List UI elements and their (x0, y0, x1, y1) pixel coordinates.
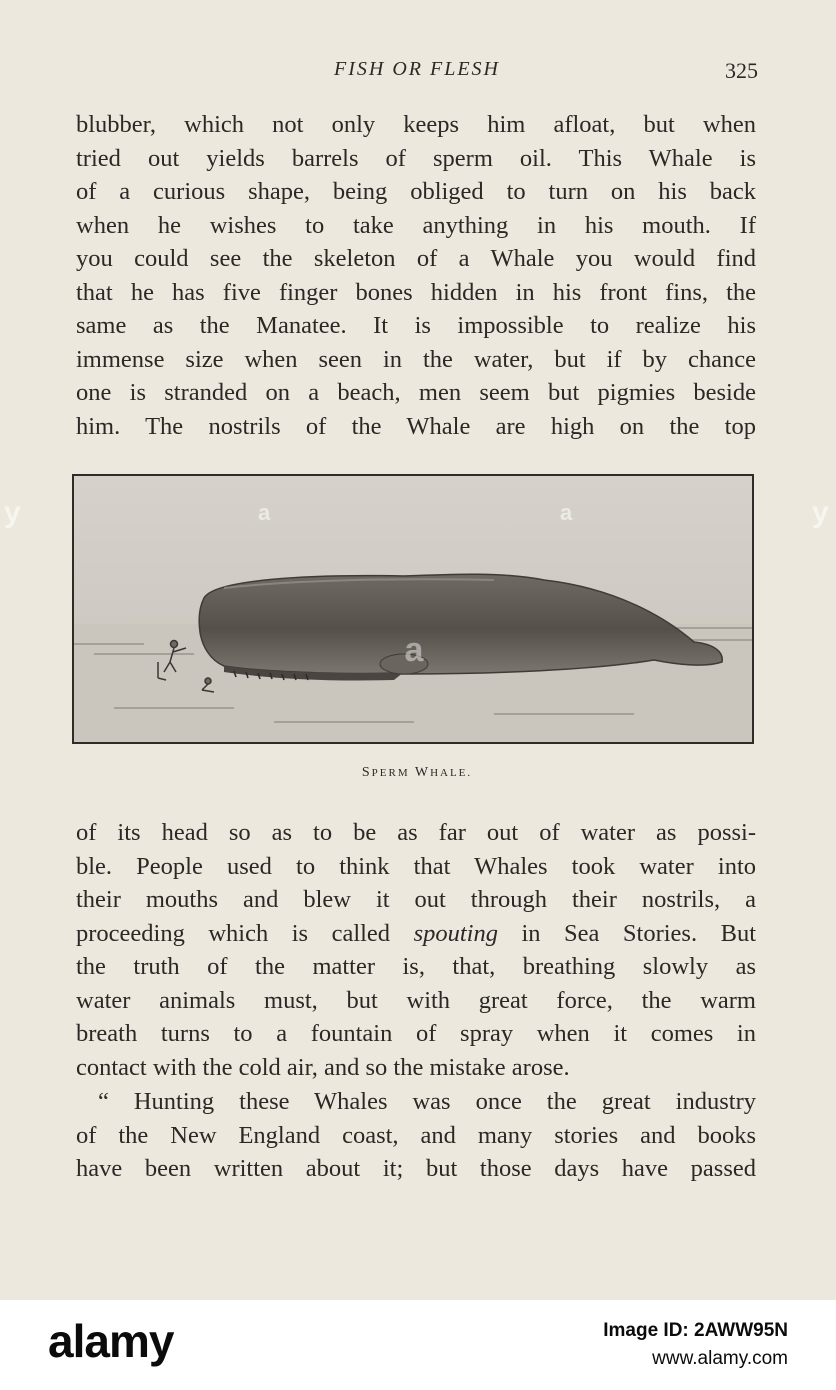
page-number: 325 (725, 58, 758, 83)
text-line: of its head so as to be as far out of water as possi- (76, 819, 756, 846)
paragraph-3 (76, 1085, 756, 1186)
text-line: contact with the cold air, and so the mistake arose. (76, 1053, 570, 1081)
alamy-logo[interactable]: alamy (48, 1315, 174, 1367)
text-line: when he wishes to take anything in his mouth. If (76, 211, 756, 239)
paragraph-1 (76, 108, 756, 443)
watermark-mark: a (560, 500, 573, 525)
text-line: immense size when seen in the water, but if by chance (76, 345, 756, 373)
running-head (76, 56, 758, 86)
text-line: water animals must, but with great force, the warm (76, 986, 756, 1014)
site-link[interactable]: www.alamy.com (652, 1348, 788, 1369)
text-line: their mouths and blew it out through their nostrils, a (76, 886, 756, 913)
whale-illustration (72, 474, 754, 744)
text-line: “ Hunting these Whales was once the great industry (98, 1088, 756, 1115)
emphasis-word: spouting (413, 919, 498, 947)
text-line: breath turns to a fountain of spray when it comes in (76, 1020, 756, 1047)
text-line: have been written about it; but those days have passed (76, 1155, 756, 1182)
text-line: of the New England coast, and many stories and books (76, 1121, 756, 1149)
image-id: Image ID: 2AWW95N (603, 1320, 788, 1341)
caption-word: PERM (371, 767, 410, 779)
text-line: ble. People used to think that Whales took water into (76, 852, 756, 880)
caption-initial: S (361, 765, 372, 780)
caption-initial: W (414, 765, 431, 780)
caption-word: HALE. (430, 767, 473, 779)
footer-bar (0, 1300, 836, 1390)
watermark-mark: y (4, 496, 21, 529)
watermark-mark: a (258, 500, 271, 525)
text-line: him. The nostrils of the Whale are high on the top (76, 412, 756, 440)
paragraph-2 (76, 816, 756, 1084)
image-info (603, 1320, 788, 1370)
watermark-mark: y (812, 496, 829, 529)
text-line: same as the Manatee. It is impossible to realize his (76, 312, 756, 339)
line-text: in Sea Stories. But (497, 919, 756, 947)
running-title: FISH OR FLESH (334, 58, 500, 80)
text-line: you could see the skeleton of a Whale you would find (76, 245, 756, 272)
text-line: tried out yields barrels of sperm oil. This Whale is (76, 144, 756, 172)
text-line: blubber, which not only keeps him afloat, but when (76, 111, 756, 138)
figure-caption (76, 765, 758, 781)
whale-picture (74, 476, 752, 742)
text-line: one is stranded on a beach, men seem but pigmies beside (76, 379, 756, 406)
text-line: of a curious shape, being obliged to turn on his back (76, 178, 756, 205)
text-line-with-emphasis (76, 917, 756, 951)
watermark-logo: a (404, 631, 424, 669)
text-line: that he has five finger bones hidden in his front fins, the (76, 278, 756, 306)
line-text: proceeding which is called (76, 919, 414, 947)
text-line: the truth of the matter is, that, breathing slowly as (76, 953, 756, 980)
